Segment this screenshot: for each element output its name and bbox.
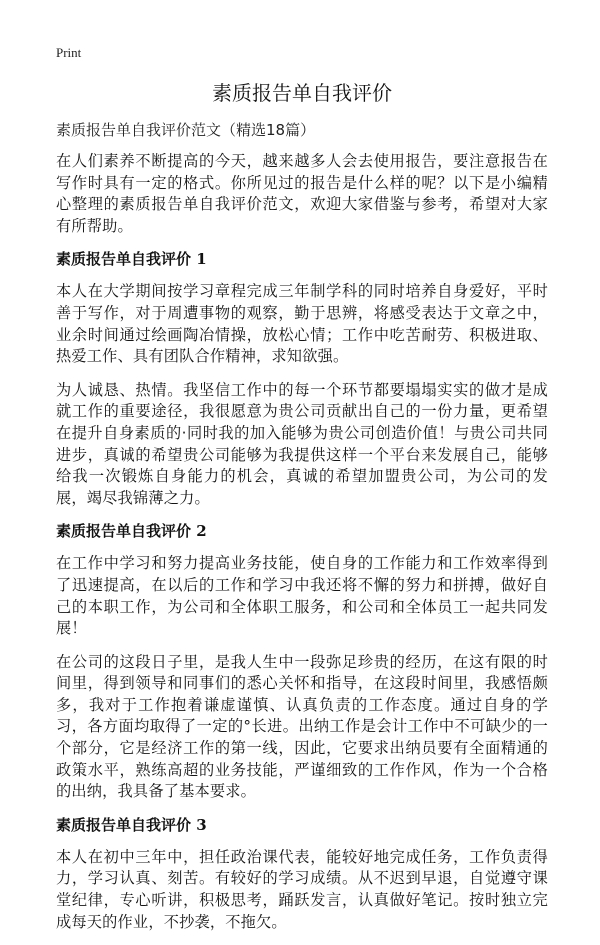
section-3 (56, 815, 548, 933)
paragraph: 为人诚恳、热情。我坚信工作中的每一个环节都要塌塌实实的做才是成就工作的重要途径，我很愿意为贵公司贡献出自己的一份力量，更希望在提升自身素质的·同时我的加入能够为贵公司创造价值！与贵公司共同进步，真诚的希望贵公司能够为我提供这样一个平台来发展自己，能够给我一次锻炼自身能力的机会，真诚的希望加盟贵公司，为公司的发展，竭尽我锦薄之力。 (56, 380, 548, 507)
intro-paragraph: 在人们素养不断提高的今天，越来越多人会去使用报告，要注意报告在写作时具有一定的格式。你所见过的报告是什么样的呢？以下是小编精心整理的素质报告单自我评价范文，欢迎大家借鉴与参考，希望对大家有所帮助。 (56, 152, 548, 235)
section-heading: 素质报告单自我评价 1 (56, 250, 207, 269)
section-heading: 素质报告单自我评价 3 (56, 815, 207, 834)
paragraph: 在公司的这段日子里，是我人生中一段弥足珍贵的经历，在这有限的时间里，得到领导和同事们的悉心关怀和指导，在这段时间里，我感悟颇多，我对于工作抱着谦虚谨慎、认真负责的工作态度。通过自身的学习，各方面均取得了一定的°长进。出纳工作是会计工作中不可缺少的一个部分，它是经济工作的第一线，因此，它要求出纳员要有全面精通的政策水平，熟练高超的业务技能，严谨细致的工作作风，作为一个合格的出纳，我具备了基本要求。 (56, 652, 548, 801)
print-link[interactable]: Print (56, 45, 82, 60)
document-body (56, 151, 548, 945)
paragraph: 本人在初中三年中，担任政治课代表，能较好地完成任务，工作负责得力，学习认真、刻苦。有较好的学习成绩。从不迟到早退，自觉遵守课堂纪律，专心听讲，积极思考，踊跃发言，认真做好笔记。按时独立完成每天的作业，不抄袭，不拖欠。 (56, 847, 548, 931)
section-heading: 素质报告单自我评价 2 (56, 522, 207, 541)
section-1 (56, 249, 548, 509)
document-subtitle: 素质报告单自我评价范文（精选18篇） (56, 121, 316, 139)
paragraph: 本人在大学期间按学习章程完成三年制学科的同时培养自身爱好，平时善于写作，对于周遭事物的观察，勤于思辨，将感受表达于文章之中，业余时间通过绘画陶冶情操，放松心情；工作中吃苦耐劳、积极进取、热爱工作、具有团队合作精神，求知欲强。 (56, 282, 548, 366)
paragraph: 在工作中学习和努力提高业务技能，使自身的工作能力和工作效率得到了迅速提高，在以后的工作和学习中我还将不懈的努力和拼搏，做好自己的本职工作，为公司和全体职工服务，和公司和全体员工一起共同发展！ (56, 554, 548, 638)
section-2 (56, 521, 548, 803)
document-title: 素质报告单自我评价 (212, 81, 392, 105)
